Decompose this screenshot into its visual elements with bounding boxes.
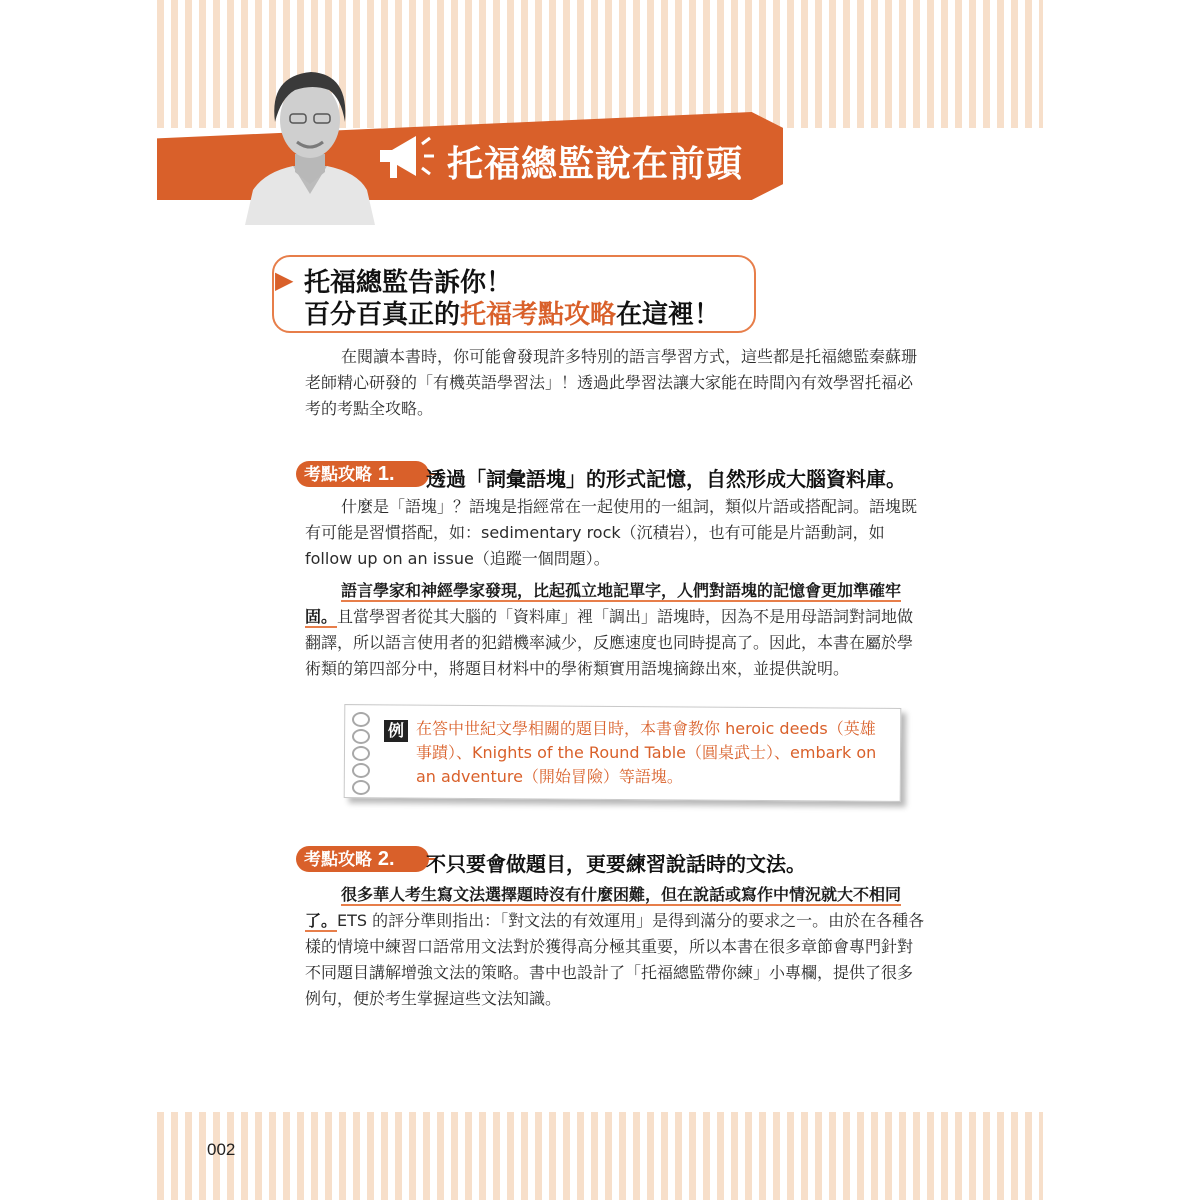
tip-2-badge-label: 考點攻略 (304, 850, 372, 870)
example-text: 在答中世紀文學相關的題目時，本書會教你 heroic deeds（英雄事蹟）、Knights of the Round Table（圓桌武士）、embark on an adventure（開始冒險）等語塊。 (416, 719, 877, 786)
intro-text: 在閱讀本書時，你可能會發現許多特別的語言學習方式，這些都是托福總監秦蘇珊老師精心研發的「有機英語學習法」！透過此學習法讓大家能在時間內有效學習托福必考的考點全攻略。 (305, 347, 918, 418)
tip-1-emphasis: 語言學家和神經學家發現，比起孤立地記單字，人們對語塊的記憶會更加準確牢固。 (305, 581, 902, 626)
tip-1-badge-number: 1. (377, 463, 395, 485)
tip-2-paragraph (305, 882, 927, 1012)
note-ring-icon (352, 780, 370, 795)
tip-1-paragraph-2-text: 且當學習者從其大腦的「資料庫」裡「調出」語塊時，因為不是用母語詞對詞地做翻譯，所以語言使用者的犯錯機率減少，反應速度也同時提高了。因此，本書在屬於學術類的第四部分中，將題目材料中的學術類實用語塊摘錄出來，並提供說明。 (305, 607, 914, 678)
tip-1-paragraph-2 (305, 578, 927, 682)
tip-2-badge-number: 2. (377, 848, 395, 870)
tip-2-paragraph-text: ETS 的評分準則指出：「對文法的有效運用」是得到滿分的要求之一。由於在各種各樣的情境中練習口語常用文法對於獲得高分極其重要，所以本書在很多章節會專門針對不同題目講解增強文法的策略。書中也設計了「托福總監帶你練」小專欄，提供了很多例句，便於考生掌握這些文法知識。 (305, 911, 925, 1008)
tip-1-badge-label: 考點攻略 (304, 465, 372, 485)
note-ring-icon (352, 729, 370, 744)
intro-paragraph (305, 344, 927, 422)
tip-2-badge (296, 846, 429, 872)
callout-line-2-pre: 百分百真正的 (304, 300, 461, 330)
tip-1-badge (296, 461, 429, 487)
banner-title: 托福總監說在前頭 (447, 143, 744, 185)
callout-line-2 (304, 294, 720, 331)
callout-arrow-icon: ▶ (275, 266, 294, 294)
tip-2-heading: 不只要會做題目，更要練習說話時的文法。 (426, 852, 806, 876)
example-tag: 例 (384, 720, 408, 742)
note-ring-icon (352, 746, 370, 761)
tip-1-paragraph-1-text: 什麼是「語塊」？語塊是指經常在一起使用的一組詞，類似片語或搭配詞。語塊既有可能是習慣搭配，如：sedimentary rock（沉積岩），也有可能是片語動詞，如 follow up on an issue（追蹤一個問題）。 (305, 497, 918, 568)
callout-highlight: 托福考點攻略 (460, 300, 617, 330)
note-ring-icon (352, 763, 370, 778)
teacher-portrait-icon (245, 62, 375, 225)
note-ring-icon (352, 712, 370, 727)
bottom-stripe-decoration (157, 1112, 1043, 1200)
tip-1-paragraph-1 (305, 494, 927, 572)
tip-1-heading: 透過「詞彙語塊」的形式記憶，自然形成大腦資料庫。 (426, 467, 906, 491)
page-number: 002 (207, 1140, 236, 1159)
megaphone-icon (376, 130, 438, 186)
callout-line-2-post: 在這裡！ (616, 300, 721, 330)
callout-line-1: 托福總監告訴你！ (304, 268, 513, 298)
tip-2-emphasis: 很多華人考生寫文法選擇題時沒有什麼困難，但在說話或寫作中情況就大不相同了。 (305, 885, 902, 930)
